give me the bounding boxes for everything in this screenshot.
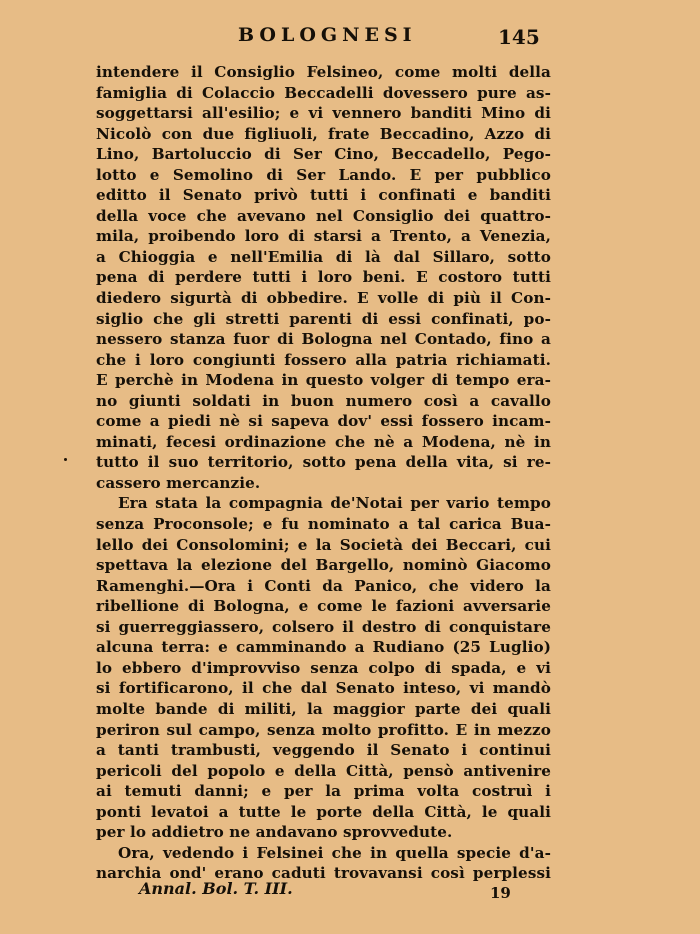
text-line-39: Ora, vedendo i Felsinei che in quella specie d'a- bbox=[118, 843, 551, 862]
text-line-8: della voce che avevano nel Consiglio dei quattro- bbox=[96, 206, 551, 225]
page-footer bbox=[0, 877, 700, 905]
text-line-17: no giunti soldati in buon numero così a cavallo bbox=[96, 391, 551, 410]
text-line-16: E perchè in Modena in questo volger di tempo era- bbox=[96, 371, 551, 390]
text-line-9: mila, proibendo loro di starsi a Trento, a Venezia, bbox=[96, 227, 551, 246]
text-line-32: molte bande di militi, la maggior parte dei quali bbox=[96, 699, 551, 718]
text-line-14: nessero stanza fuor di Bologna nel Contado, fino a bbox=[96, 330, 551, 349]
text-line-33: periron sul campo, senza molto profitto. E in mezzo bbox=[96, 720, 551, 739]
text-line-3: soggettarsi all'esilio; e vi vennero banditi Mino di bbox=[96, 104, 551, 123]
text-line-1: intendere il Consiglio Felsineo, come molti della bbox=[96, 63, 551, 81]
text-line-23: senza Proconsole; e fu nominato a tal carica Bua- bbox=[96, 515, 551, 534]
text-line-29: alcuna terra: e camminando a Rudiano (25 Luglio) bbox=[96, 638, 551, 657]
text-line-40: narchia ond' erano caduti trovavansi così perplessi bbox=[96, 864, 551, 883]
text-line-38: per lo addietro ne andavano sprovvedute. bbox=[96, 823, 453, 842]
text-line-30: lo ebbero d'improvviso senza colpo di spada, e vi bbox=[96, 658, 551, 677]
text-line-22: Era stata la compagnia de'Notai per vario tempo bbox=[118, 494, 551, 513]
text-line-35: pericoli del popolo e della Città, pensò antivenire bbox=[96, 761, 551, 780]
text-line-15: che i loro congiunti fossero alla patria richiamati. bbox=[96, 350, 551, 369]
text-line-31: si fortificarono, il che dal Senato inteso, vi mandò bbox=[96, 679, 551, 698]
text-line-4: Nicolò con due figliuoli, frate Beccadino, Azzo di bbox=[96, 124, 551, 143]
text-line-26: Ramenghi.—Ora i Conti da Panico, che videro la bbox=[96, 576, 551, 595]
text-line-11: pena di perdere tutti i loro beni. E costoro tutti bbox=[96, 268, 551, 287]
signature-mark: Annal. Bol. T. III. bbox=[139, 879, 293, 898]
text-line-18: come a piedi nè si sapeva dov' essi fossero incam- bbox=[96, 412, 551, 431]
stray-ink-mark bbox=[64, 458, 67, 461]
text-line-2: famiglia di Colaccio Beccadelli dovessero pure as- bbox=[96, 83, 551, 102]
text-line-12: diedero sigurtà di obbedire. E volle di più il Con- bbox=[96, 289, 551, 308]
text-line-25: spettava la elezione del Bargello, nominò Giacomo bbox=[96, 556, 551, 575]
text-line-27: ribellione di Bologna, e come le fazioni avversarie bbox=[96, 597, 551, 616]
text-line-13: siglio che gli stretti parenti di essi confinati, po- bbox=[96, 309, 551, 328]
running-title: BOLOGNESI bbox=[238, 24, 417, 46]
text-line-24: lello dei Consolomini; e la Società dei Beccari, cui bbox=[96, 535, 551, 554]
main-text bbox=[96, 62, 551, 884]
text-line-21: cassero mercanzie. bbox=[96, 473, 261, 492]
text-line-10: a Chioggia e nell'Emilia di là dal Sillaro, sotto bbox=[96, 247, 551, 266]
page-number: 145 bbox=[498, 25, 540, 49]
text-line-36: ai temuti danni; e per la prima volta costruì i bbox=[96, 782, 551, 801]
text-line-37: ponti levatoi a tutte le porte della Città, le quali bbox=[96, 802, 551, 821]
text-line-6: lotto e Semolino di Ser Lando. E per pubblico bbox=[96, 165, 551, 184]
text-line-20: tutto il suo territorio, sotto pena della vita, si re- bbox=[96, 453, 551, 472]
text-line-28: si guerreggiassero, colsero il destro di conquistare bbox=[96, 617, 551, 636]
running-head bbox=[0, 20, 700, 50]
text-line-5: Lino, Bartoluccio di Ser Cino, Beccadello, Pego- bbox=[96, 145, 551, 164]
signature-number: 19 bbox=[490, 884, 511, 902]
text-line-34: a tanti trambusti, veggendo il Senato i continui bbox=[96, 741, 551, 760]
text-line-19: minati, fecesi ordinazione che nè a Modena, nè in bbox=[96, 432, 551, 451]
text-line-7: editto il Senato privò tutti i confinati e banditi bbox=[96, 186, 551, 205]
